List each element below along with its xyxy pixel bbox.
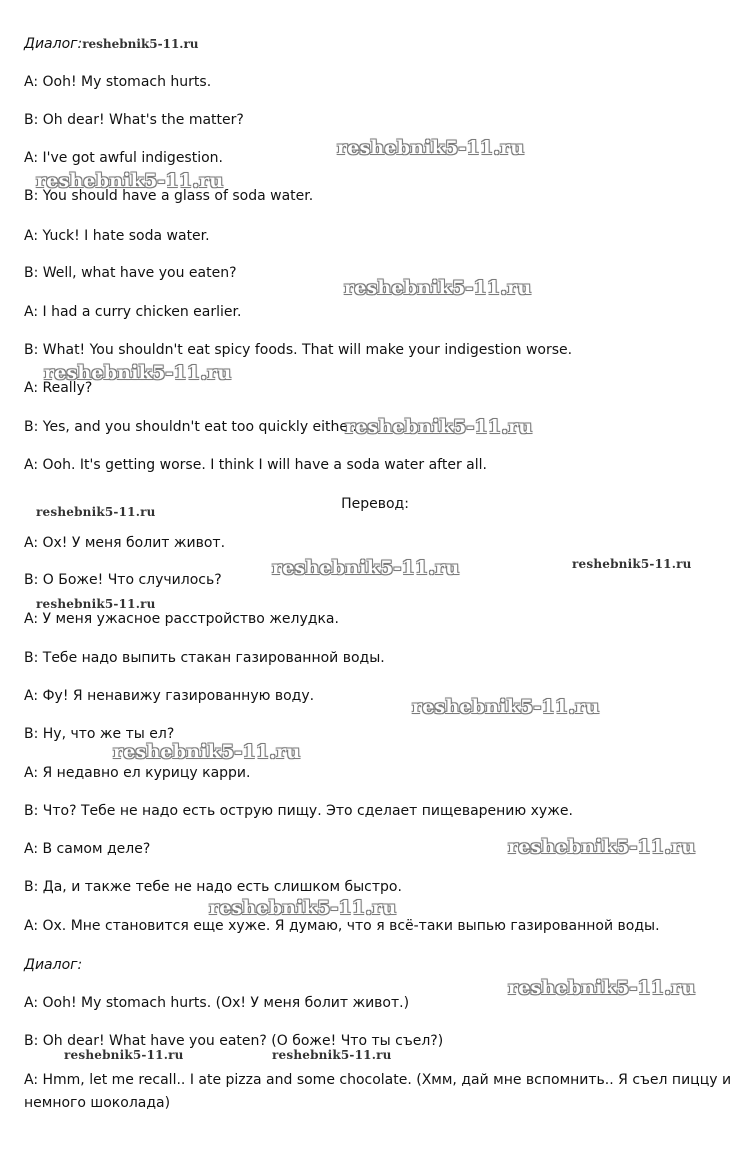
- translation-line: A: Ох. Мне становится еще хуже. Я думаю, что я всё-таки выпью газированной воды.: [24, 918, 660, 934]
- watermark: reshebnik5-11.ru: [572, 557, 692, 571]
- translation-line: B: О Боже! Что случилось?: [24, 572, 222, 588]
- translation-title: Перевод:: [341, 496, 409, 512]
- watermark: reshebnik5-11.ru: [412, 696, 600, 718]
- translation-line: B: Да, и также тебе не надо есть слишком быстро.: [24, 879, 402, 895]
- dialogue2-line: немного шоколада): [24, 1095, 171, 1111]
- translation-line: A: В самом деле?: [24, 841, 151, 857]
- dialogue-line: B: Well, what have you eaten?: [24, 265, 237, 281]
- watermark: reshebnik5-11.ru: [36, 505, 156, 519]
- translation-line: B: Тебе надо выпить стакан газированной воды.: [24, 650, 385, 666]
- dialogue-line: A: I've got awful indigestion.: [24, 150, 223, 166]
- watermark: reshebnik5-11.ru: [64, 1048, 184, 1062]
- dialogue-line: B: What! You shouldn't eat spicy foods. That will make your indigestion worse.: [24, 342, 573, 358]
- translation-line: B: Что? Тебе не надо есть острую пищу. Это сделает пищеварению хуже.: [24, 803, 573, 819]
- watermark: reshebnik5-11.ru: [337, 137, 525, 159]
- watermark: reshebnik5-11.ru: [36, 170, 224, 192]
- dialogue-line: B: Yes, and you shouldn't eat too quickly either.: [24, 419, 357, 435]
- dialogue-line: A: Really?: [24, 380, 93, 396]
- dialogue-heading-label: Диалог:: [24, 36, 83, 52]
- dialogue-heading: [24, 34, 199, 54]
- watermark: reshebnik5-11.ru: [508, 836, 696, 858]
- translation-line: B: Ну, что же ты ел?: [24, 726, 175, 742]
- dialogue2-heading: Диалог:: [24, 957, 83, 973]
- watermark: reshebnik5-11.ru: [82, 37, 199, 51]
- watermark: reshebnik5-11.ru: [272, 557, 460, 579]
- dialogue-line: A: I had a curry chicken earlier.: [24, 304, 242, 320]
- watermark: reshebnik5-11.ru: [113, 741, 301, 763]
- dialogue2-line: B: Oh dear! What have you eaten? (О боже! Что ты съел?): [24, 1033, 444, 1049]
- dialogue-line: A: Ooh. It's getting worse. I think I will have a soda water after all.: [24, 457, 487, 473]
- watermark: reshebnik5-11.ru: [508, 977, 696, 999]
- dialogue-line: B: You should have a glass of soda water.: [24, 188, 314, 204]
- watermark: reshebnik5-11.ru: [209, 897, 397, 919]
- dialogue-line: B: Oh dear! What's the matter?: [24, 112, 244, 128]
- watermark: reshebnik5-11.ru: [345, 416, 533, 438]
- dialogue-line: A: Ooh! My stomach hurts.: [24, 74, 212, 90]
- translation-line: A: Я недавно ел курицу карри.: [24, 765, 251, 781]
- dialogue2-line: A: Ooh! My stomach hurts. (Ох! У меня болит живот.): [24, 995, 410, 1011]
- watermark: reshebnik5-11.ru: [36, 597, 156, 611]
- watermark: reshebnik5-11.ru: [272, 1048, 392, 1062]
- watermark: reshebnik5-11.ru: [44, 362, 232, 384]
- translation-line: A: Фу! Я ненавижу газированную воду.: [24, 688, 315, 704]
- translation-line: A: Ох! У меня болит живот.: [24, 535, 226, 551]
- watermark: reshebnik5-11.ru: [344, 277, 532, 299]
- dialogue-line: A: Yuck! I hate soda water.: [24, 228, 210, 244]
- translation-line: A: У меня ужасное расстройство желудка.: [24, 611, 339, 627]
- dialogue2-line: A: Hmm, let me recall.. I ate pizza and some chocolate. (Хмм, дай мне вспомнить.. Я съел пиццу и: [24, 1072, 732, 1088]
